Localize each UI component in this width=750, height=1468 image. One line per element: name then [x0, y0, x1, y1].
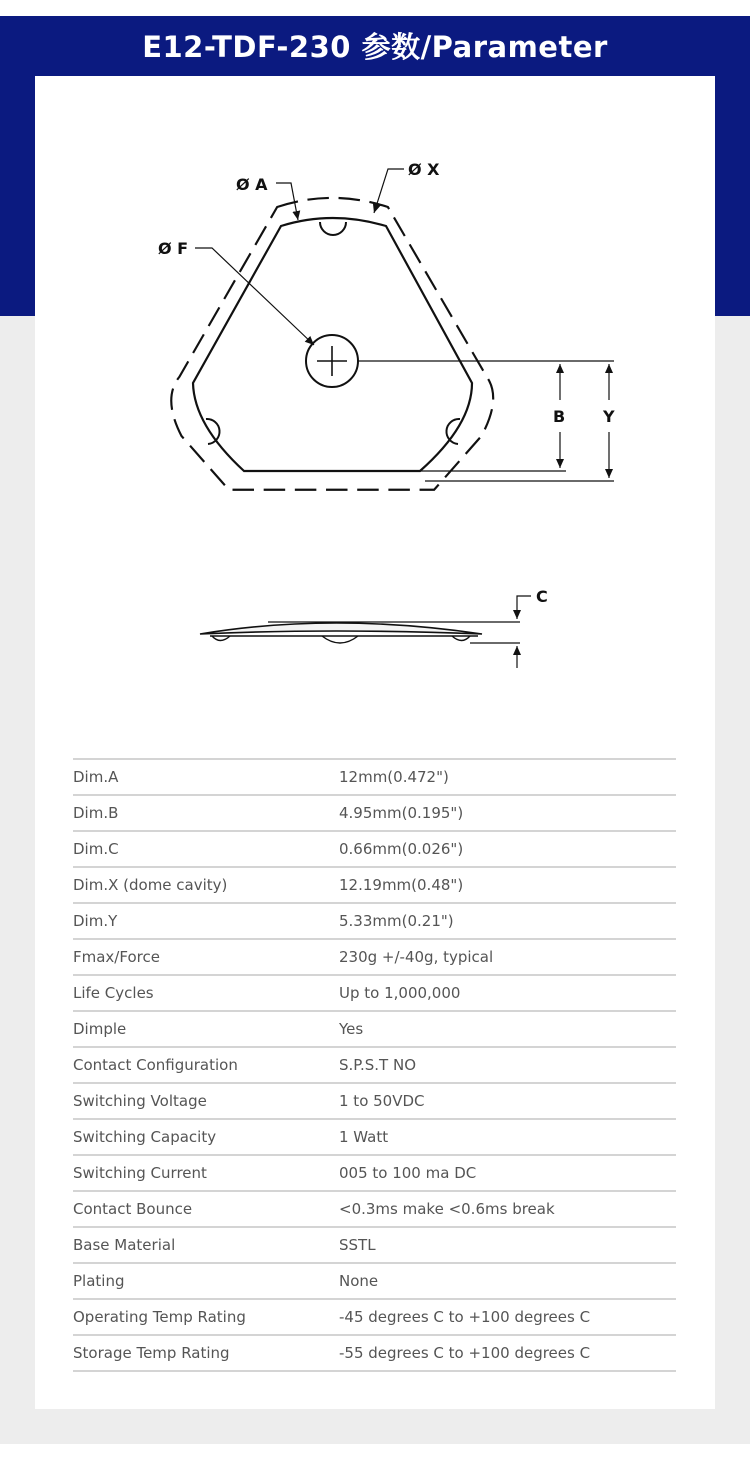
- label-dim-y: Y: [603, 407, 615, 426]
- label-dia-a: Ø A: [236, 175, 268, 194]
- table-row: [73, 1335, 676, 1371]
- dome-technical-drawing: [0, 0, 750, 720]
- table-row: [73, 939, 676, 975]
- table-row: [73, 1227, 676, 1263]
- table-row: [73, 867, 676, 903]
- parameter-value: 12mm(0.472"): [339, 759, 676, 795]
- parameter-value: Yes: [339, 1011, 676, 1047]
- parameter-name: Fmax/Force: [73, 939, 339, 975]
- parameter-name: Life Cycles: [73, 975, 339, 1011]
- parameter-name: Storage Temp Rating: [73, 1335, 339, 1371]
- leader-dia-x: [374, 169, 404, 213]
- parameter-name: Dim.X (dome cavity): [73, 867, 339, 903]
- parameter-name: Switching Capacity: [73, 1119, 339, 1155]
- table-row: [73, 831, 676, 867]
- table-row: [73, 1083, 676, 1119]
- dim-c-line: [517, 596, 531, 619]
- parameter-value: 1 Watt: [339, 1119, 676, 1155]
- leader-dia-a: [276, 183, 298, 220]
- parameter-name: Base Material: [73, 1227, 339, 1263]
- label-dim-b: B: [553, 407, 566, 426]
- parameter-name: Contact Bounce: [73, 1191, 339, 1227]
- parameter-value: -55 degrees C to +100 degrees C: [339, 1335, 676, 1371]
- parameter-name: Switching Current: [73, 1155, 339, 1191]
- parameter-value: 0.66mm(0.026"): [339, 831, 676, 867]
- parameter-value: 1 to 50VDC: [339, 1083, 676, 1119]
- label-dia-x: Ø X: [408, 160, 440, 179]
- dome-side-view: [200, 623, 482, 634]
- table-row: [73, 1011, 676, 1047]
- table-row: [73, 1191, 676, 1227]
- page-title: E12-TDF-230 参数/Parameter: [142, 29, 608, 64]
- label-dim-c: C: [536, 587, 548, 606]
- table-row: [73, 903, 676, 939]
- bottom-strip: [0, 1444, 750, 1468]
- parameter-value: 230g +/-40g, typical: [339, 939, 676, 975]
- parameter-value: 5.33mm(0.21"): [339, 903, 676, 939]
- parameter-value: SSTL: [339, 1227, 676, 1263]
- table-row: [73, 1155, 676, 1191]
- table-row: [73, 1119, 676, 1155]
- table-row: [73, 759, 676, 795]
- parameter-name: Dim.A: [73, 759, 339, 795]
- parameter-value: None: [339, 1263, 676, 1299]
- parameter-name: Dim.Y: [73, 903, 339, 939]
- parameter-value: S.P.S.T NO: [339, 1047, 676, 1083]
- parameter-name: Dimple: [73, 1011, 339, 1047]
- parameter-value: 4.95mm(0.195"): [339, 795, 676, 831]
- table-row: [73, 795, 676, 831]
- table-row: [73, 1299, 676, 1335]
- parameter-name: Dim.C: [73, 831, 339, 867]
- parameter-value: Up to 1,000,000: [339, 975, 676, 1011]
- parameter-name: Plating: [73, 1263, 339, 1299]
- parameter-value: <0.3ms make <0.6ms break: [339, 1191, 676, 1227]
- parameter-name: Contact Configuration: [73, 1047, 339, 1083]
- label-dia-f: Ø F: [158, 239, 189, 258]
- table-row: [73, 1047, 676, 1083]
- parameter-table: [73, 758, 676, 1372]
- table-row: [73, 1263, 676, 1299]
- parameter-value: 12.19mm(0.48"): [339, 867, 676, 903]
- parameter-value: 005 to 100 ma DC: [339, 1155, 676, 1191]
- parameter-name: Switching Voltage: [73, 1083, 339, 1119]
- parameter-value: -45 degrees C to +100 degrees C: [339, 1299, 676, 1335]
- parameter-name: Operating Temp Rating: [73, 1299, 339, 1335]
- parameter-name: Dim.B: [73, 795, 339, 831]
- table-row: [73, 975, 676, 1011]
